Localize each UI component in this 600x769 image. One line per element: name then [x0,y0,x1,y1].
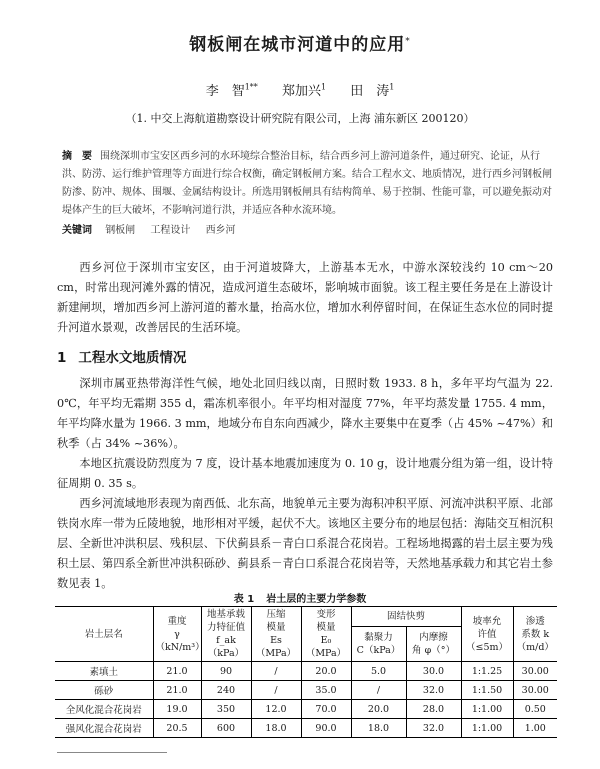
affiliation: （1. 中交上海航道勘察设计研究院有限公司，上海 浦东新区 200120） [125,112,475,125]
author: 郑加兴$^1$ [281,82,327,99]
table-row: 强风化混合花岗岩 20.5 600 18.0 90.0 18.0 32.0 1:1.00 1.00 [55,719,557,738]
title-footnote-mark: * [405,36,411,47]
table-row: 素填土 21.0 90 / 20.0 5.0 30.0 1:1.25 30.00 [55,662,557,681]
col-header-compression: 压缩 模量 Es（MPa） [251,607,301,662]
col-header-friction: 内摩擦 角 φ（°） [406,626,461,661]
body-paragraph: 西乡河流域地形表现为南西低、北东高，地貌单元主要为海积冲积平原、河流冲洪积平原、北部铁岗水库一带为丘陵地貌，地形相对平缓，起伏不大。该地区主要分布的地层包括：海陆交互相沉积层、全新世冲洪积层、残积层、下伏蓟县系－青白口系混合花岗岩。工程场地揭露的岩土层主要为残积土层、第四系全新世冲洪积砾砂、蓟县系－青白口系混合花岗岩等，天然地基承载力和其它岩土参数见表 1。 [57,497,553,590]
author: 田 涛$^1$ [350,82,395,99]
body-paragraph: 深圳市属亚热带海洋性气候，地处北回归线以南，日照时数 1933. 8 h，多年平均气温为 22. 0℃，年平均无霜期 355 d，霜冻机率很小。年平均相对湿度 77%，年平均蒸发量 1755. 4 mm，年平均降水量为 1966. 3 mm，地域分布自东向西减少，降水主要集中在夏季（占 45% ~47%）和秋季（占 34% ~36%）。 [57,377,553,450]
author-list [0,80,600,99]
keyword: 西乡河 [205,225,236,236]
abstract-label: 摘 要 [62,151,92,162]
section-title: 工程水文地质情况 [78,350,187,366]
col-header-cohesion: 黏聚力 C（kPa） [351,626,406,661]
keywords [62,221,558,236]
intro-paragraph: 西乡河位于深圳市宝安区，由于河道坡降大，上游基本无水，中游水深较浅约 10 cm～20 cm，时常出现河滩外露的情况，造成河道生态破坏，影响城市面貌。该工程主要任务是在上游设计新建闸坝，增加西乡河上游河道的蓄水量，抬高水位，增加水利停留时间，在保证生态水位的同时提升河道水景观，改善居民的生活环境。 [57,261,553,334]
title-text: 钢板闸在城市河道中的应用 [189,35,406,55]
section-number: 1 [57,350,67,366]
keyword: 钢板闸 [105,225,136,236]
col-header-slope: 坡率允 许值 （≤5m） [461,607,513,662]
col-header-permeability: 渗透 系数 k （m/d） [513,607,557,662]
table-title: 岩土层的主要力学参数 [266,594,367,605]
body-paragraph: 本地区抗震设防烈度为 7 度，设计基本地震加速度为 0. 10 g，设计地震分组为第一组，设计特征周期 0. 35 s。 [57,457,553,490]
section-heading [57,346,186,366]
col-header-bearing: 地基承载 力特征值 f_ak（kPa） [201,607,251,662]
footnote-divider [57,752,167,753]
table-number: 表 1 [233,594,255,605]
keyword: 工程设计 [150,225,191,236]
abstract [62,148,558,220]
intro-section [57,258,553,338]
author: 李 智$^{1**}$ [205,82,258,99]
section-body [57,374,553,594]
col-header-shear: 固结快剪 [351,607,461,627]
table-row: 全风化混合花岗岩 19.0 350 12.0 70.0 20.0 28.0 1:1.00 0.50 [55,700,557,719]
table-caption [0,590,600,605]
col-header-deformation: 变形 模量 E₀（MPa） [301,607,351,662]
abstract-text: 围绕深圳市宝安区西乡河的水环境综合整治目标，结合西乡河上游河道条件，通过研究、论证，从行洪、防涝、运行维护管理等方面进行综合权衡，确定钢板闸方案。结合工程水文、地质情况，进行西乡河钢板闸防渗、防冲、规体、围堰、金属结构设计。所选用钢板闸具有结构简单、易于控制、性能可靠，可以避免振动对堤体产生的巨大破坏，不影响河道行洪，并适应各种水流环境。 [62,151,552,216]
col-header-name: 岩土层名 [55,607,153,662]
col-header-density: 重度 γ（kN/m³） [153,607,201,662]
keywords-label: 关键词 [62,225,92,236]
paper-title [0,30,600,55]
table-row: 砾砂 21.0 240 / 35.0 / 32.0 1:1.50 30.00 [55,681,557,700]
soil-parameters-table [55,606,557,738]
